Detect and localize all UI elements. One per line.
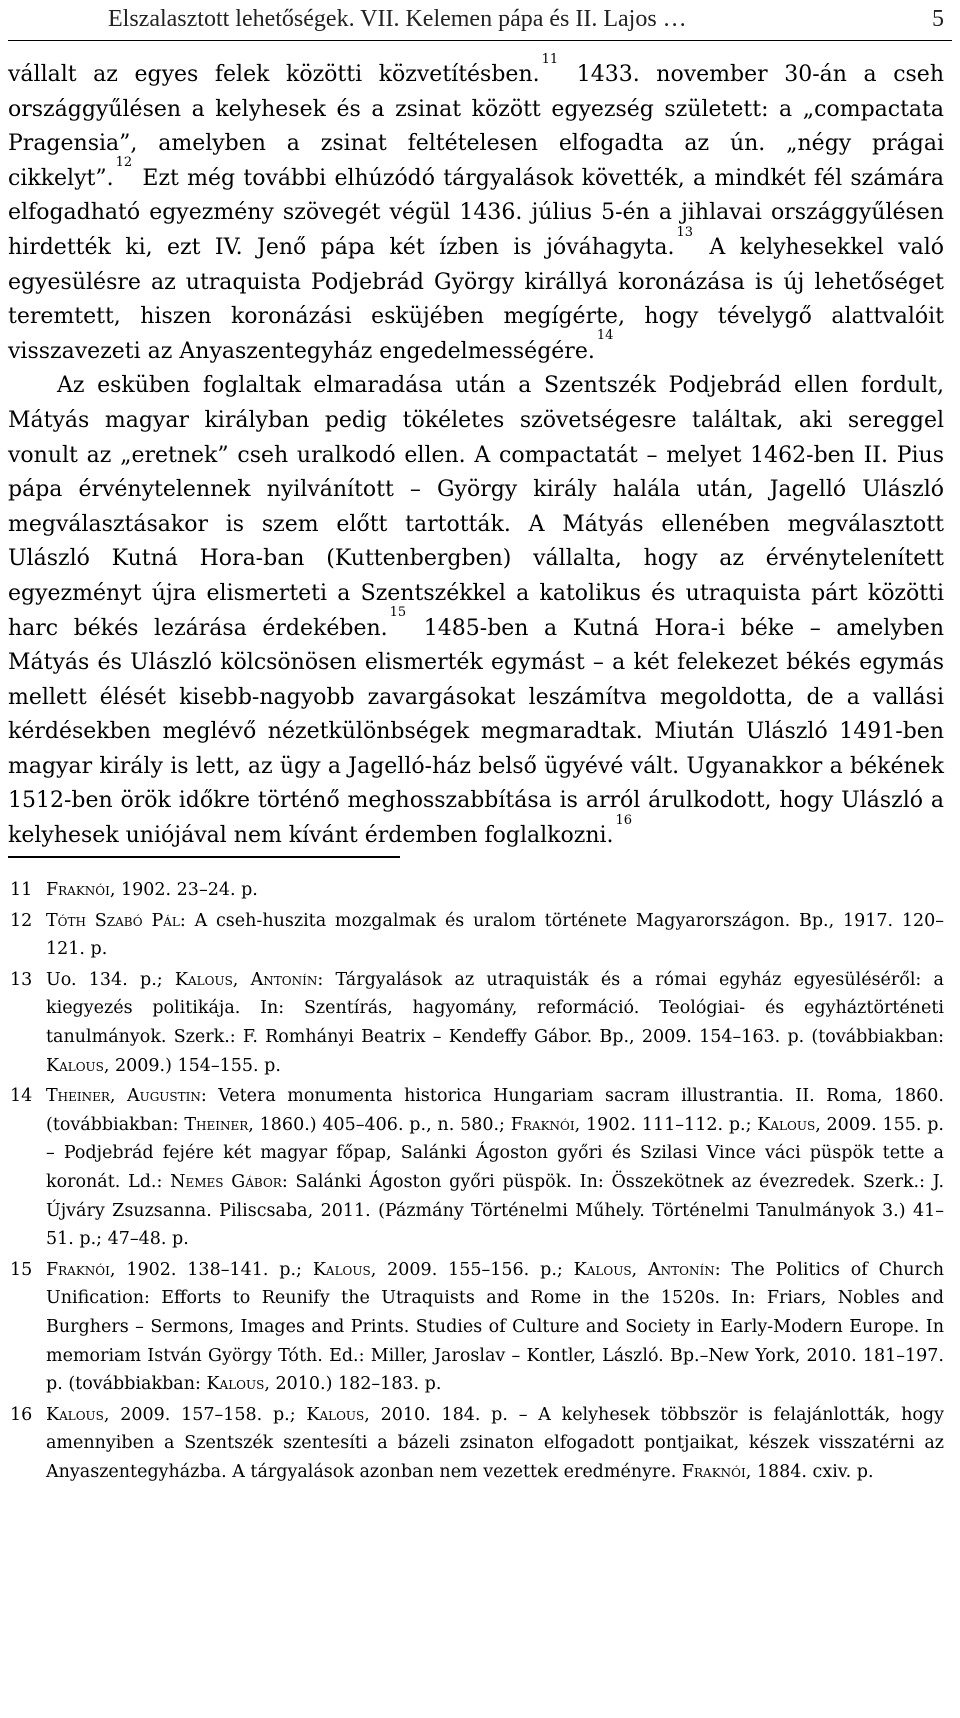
footnote-13 [8,966,944,1080]
text-span: 1485-ben a Kutná Hora-i béke – amelyben Mátyás és Ulászló kölcsönösen elismerték egymást – a két felekezet békés egymás mellett élését kisebb-nagyobb zavargásokat leszámítva megoldotta, de a vallási kérdésekben meglévő nézetkülönbségek megmaradtak. Miután Ulászló 1491-ben magyar király is lett, az ügy a Jagelló-ház belső ügyévé vált. Ugyanakkor a békének 1512-ben örök időkre történő meghosszabbítása is arról árulkodott, hogy Ulászló a kelyhesek uniójával nem kívánt érdemben foglalkozni. [8,615,945,849]
main-text [8,51,945,854]
author-name: Fraknói [46,880,110,900]
footnote-16 [8,1401,944,1487]
footnote-14 [8,1082,944,1254]
footnote-text: , 1884. cxiv. p. [745,1461,874,1482]
footnote-text: , 2009.) 154–155. p. [103,1055,281,1076]
author-name: Kalous [757,1114,816,1135]
footnote-text: Uo. 134. p.; [46,969,175,990]
footnote-ref-11[interactable]: 11 [541,51,559,67]
footnote-number: 16 [10,1404,33,1425]
footnote-ref-13[interactable]: 13 [676,224,694,240]
footnote-text: : A cseh-huszita mozgalmak és uralom története Magyarországon. Bp., 1917. 120–121. p. [46,910,945,960]
footnote-text: , 2009. 155. p. – Podjebrád fejére két magyar főpap, Salánki Ágoston győri és Szilasi Vince váci püspök tette a koronát. Ld.: [46,1114,944,1192]
footnotes [8,876,944,1488]
footnote-text: , 1902. 111–112. p.; [574,1114,758,1135]
text-span: 1433. november 30-án a cseh országgyűlésen a kelyhesek és a zsinat között egyezség született: a „compactata Pragensia”, amelyben a zsinat feltételesen elfogadta az ún. „négy prágai cikkelyt”. [8,62,944,191]
footnote-number: 12 [10,910,33,931]
footnote-number: 15 [10,1259,33,1280]
text-span: Az esküben foglaltak elmaradása után a Szentszék Podjebrád ellen fordult, Mátyás magyar királyban pedig tökéletes szövetségesre találtak, aki sereggel vonult az „eretnek” cseh uralkodó ellen. A compactatát – melyet 1462-ben II. Pius pápa érvénytelennek nyilvánított – György király halála után, Jagelló Ulászló megválasztásakor is szem előtt tartották. A Mátyás ellenében megválasztott Ulászló Kutná Hora-ban (Kuttenbergben) vállalta, hogy az érvénytelenített egyezményt újra elismerteti a Szentszékkel a katolikus és utraquista párt közötti harc békés lezárása érdekében. [8,373,944,641]
footnote-text: , 2010.) 182–183. p. [264,1374,442,1395]
footnote-ref-12[interactable]: 12 [115,155,133,171]
footnote-number: 11 [10,880,33,900]
author-name: Theiner, Augustin [46,1086,201,1107]
page-number: 5 [932,6,944,32]
author-name: Kalous, Antonín [573,1259,715,1280]
author-name: Kalous [312,1259,371,1280]
footnote-separator [8,856,400,858]
running-header [8,0,952,41]
footnote-ref-15[interactable]: 15 [389,605,407,621]
author-name: Fraknói [681,1461,746,1482]
author-name: Fraknói [46,1259,110,1280]
footnote-ref-16[interactable]: 16 [615,812,633,828]
text-span: A kelyhesekkel való egyesülésre az utraquista Podjebrád György királlyá koronázása is új lehetőséget teremtett, hiszen koronázási esküjében megígérte, hogy tévelygő alattvalóit visszavezeti az Anyaszentegyház engedelmességére. [8,234,944,364]
footnote-text: : Vetera monumenta historica Hungariam sacram illustrantia. II. Roma, 1860. (továbbiakban: [46,1086,944,1135]
footnote-12 [8,907,944,964]
footnote-text: : The Politics of Church Unification: Efforts to Reunify the Utraquists and Rome in the 1520s. In: Friars, Nobles and Burghers – Sermons, Images and Prints. Studies of Culture and Society in Early-Modern Europe. In memoriam István György Tóth. Ed.: Miller, Jaroslav – Kontler, László. Bp.–New York, 2010. 181–197. p. (továbbiakban: [46,1259,944,1395]
footnote-text: , 1902. 23–24. p. [109,880,258,900]
author-name: Kalous, Antonín [174,969,318,990]
footnote-ref-14[interactable]: 14 [596,328,614,344]
paragraph-1 [8,51,944,369]
text-span: vállalt az egyes felek közötti közvetítésben. [8,62,540,87]
footnote-text: , 2010. 184. p. – A kelyhesek többször is felajánlották, hogy amennyiben a Szentszék szentesíti a bázeli zsinaton elfogadott pontjaikat, készek visszatérni az Anyaszentegyházba. A tárgyalások azonban nem vezettek eredményre. [46,1404,944,1482]
text-span: Ezt még további elhúzódó tárgyalások követték, a mindkét fél számára elfogadható egyezmény szövegét végül 1436. július 5-én a jihlavai országgyűlésen hirdették ki, ezt IV. Jenő pápa két ízben is jóváhagyta. [8,165,944,260]
footnote-text: , 2009. 157–158. p.; [103,1404,307,1425]
footnote-number: 13 [10,969,33,990]
author-name: Kalous [46,1055,104,1076]
footnote-number: 14 [10,1086,33,1107]
author-name: Tóth Szabó Pál [46,910,180,931]
author-name: Nemes Gábor [170,1171,282,1192]
author-name: Fraknói [510,1114,575,1135]
document-page [8,0,952,1718]
paragraph-2 [8,369,944,853]
footnote-text: : Salánki Ágoston győri püspök. In: Összekötnek az évezredek. Szerk.: J. Újváry Zsuzsanna. Piliscsaba, 2011. (Pázmány Történelmi Műhely. Történelmi Tanulmányok 3.) 41–51. p.; 47–48. p. [46,1171,945,1250]
author-name: Kalous [206,1374,265,1395]
running-title: Elszalasztott lehetőségek. VII. Kelemen pápa és II. Lajos … [108,6,687,32]
footnote-text: , 2009. 155–156. p.; [370,1259,574,1280]
author-name: Theiner [184,1114,249,1135]
author-name: Kalous [46,1404,104,1425]
footnote-text: : Tárgyalások az utraquisták és a római egyház egyesüléséről: a kiegyezés politikája. In: Szentírás, hagyomány, reformáció. Teológiai- és egyháztörténeti tanulmányok. Szerk.: F. Romhányi Beatrix – Kendeffy Gábor. Bp., 2009. 154–163. p. (továbbiakban: [46,969,944,1047]
footnote-11 [8,876,944,905]
author-name: Kalous [306,1404,365,1425]
footnote-15 [8,1256,944,1399]
footnote-text: , 1902. 138–141. p.; [109,1259,313,1280]
footnote-text: , 1860.) 405–406. p., n. 580.; [248,1114,511,1135]
